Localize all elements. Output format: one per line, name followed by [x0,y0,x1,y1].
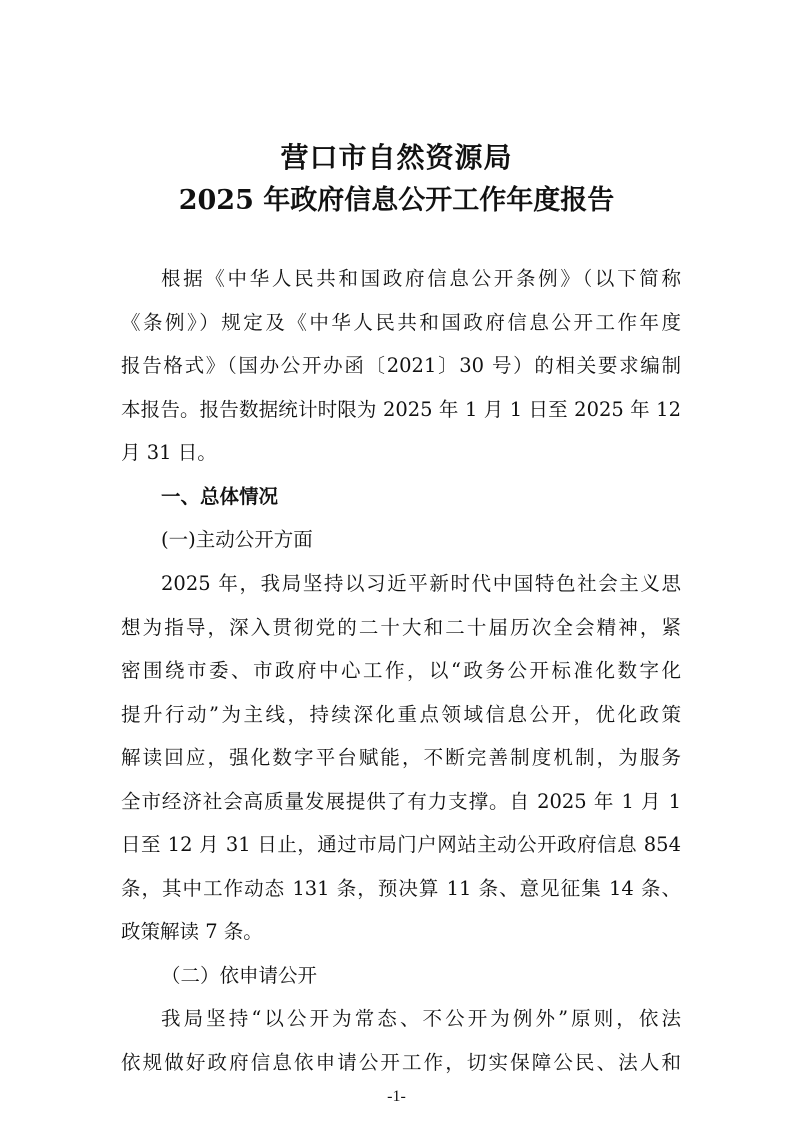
document-title-line-1: 营口市自然资源局 [280,141,513,174]
intro-line-4: 本报告。报告数据统计时限为 2025 年 1 月 1 日至 2025 年 12 [121,398,681,421]
active-disclosure-line-3: 密围绕市委、市政府中心工作，以“政务公开标准化数字化 [121,659,681,682]
intro-line-2: 《条例》）规定及《中华人民共和国政府信息公开工作年度 [121,311,681,334]
active-disclosure-line-5: 解读回应，强化数字平台赋能，不断完善制度机制，为服务 [121,746,681,769]
active-disclosure-line-2: 想为指导，深入贯彻党的二十大和二十届历次全会精神，紧 [121,616,681,639]
active-disclosure-line-1: 2025 年，我局坚持以习近平新时代中国特色社会主义思 [161,572,681,595]
request-disclosure-line-1: 我局坚持“以公开为常态、不公开为例外”原则，依法 [161,1007,681,1030]
intro-line-3: 报告格式》（国办公开办函〔2021〕30 号）的相关要求编制 [121,354,681,377]
active-disclosure-line-9: 政策解读 7 条。 [121,920,263,943]
subsection-heading-request-disclosure: （二）依申请公开 [161,964,318,987]
document-title-line-2: 2025 年政府信息公开工作年度报告 [178,185,615,216]
active-disclosure-line-6: 全市经济社会高质量发展提供了有力支撑。自 2025 年 1 月 1 [121,790,681,813]
active-disclosure-line-4: 提升行动”为主线，持续深化重点领域信息公开，优化政策 [121,703,681,726]
intro-line-5: 月 31 日。 [121,441,217,464]
active-disclosure-line-7: 日至 12 月 31 日止，通过市局门户网站主动公开政府信息 854 [121,833,681,856]
section-heading-overview: 一、总体情况 [161,485,279,508]
active-disclosure-line-8: 条，其中工作动态 131 条，预决算 11 条、意见征集 14 条、 [121,877,681,900]
page-number: -1- [387,1088,406,1105]
request-disclosure-line-2: 依规做好政府信息依申请公开工作，切实保障公民、法人和 [121,1051,681,1074]
subsection-heading-active-disclosure: (一)主动公开方面 [161,528,313,551]
intro-line-1: 根据《中华人民共和国政府信息公开条例》（以下简称 [161,267,681,290]
